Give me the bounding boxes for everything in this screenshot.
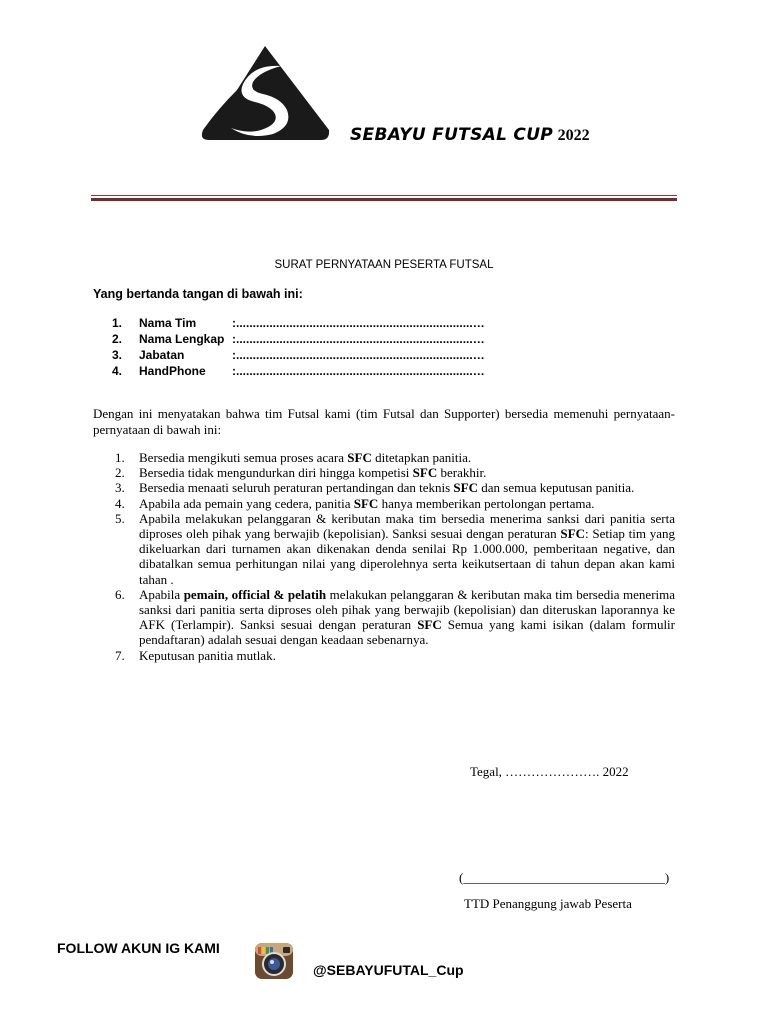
header-divider-thin (91, 195, 677, 196)
field-blank: :.......................................................................… (232, 332, 485, 346)
term-item (93, 587, 675, 648)
field-blank: :.......................................................................… (232, 348, 485, 362)
term-item (93, 450, 675, 465)
term-number: 3. (115, 480, 125, 496)
term-item (93, 480, 675, 495)
term-text: Apabila pemain, official & pelatih melakukan pelanggaran & keributan maka tim bersedia menerima sanksi dari panitia serta diproses oleh pihak yang berwajib (kepolisian) dan diteruskan laporannya ke AFK (Terlampir). Sanksi sesuai dengan peraturan SFC Semua yang kami isikan (dalam formulir pendaftaran) adalah sesuai dengan keadaan sebenarnya. (139, 586, 676, 648)
header-divider-thick (91, 198, 677, 201)
identity-fields (112, 315, 485, 379)
term-text: Apabila ada pemain yang cedera, panitia SFC hanya memberikan pertolongan pertama. (139, 495, 595, 511)
signature-line: (_______________________________) (459, 870, 670, 885)
term-item (93, 465, 675, 480)
term-text: Apabila melakukan pelanggaran & keributan maka tim bersedia menerima sanksi dari panitia serta diproses oleh pihak yang berwajib (kepolisian). Sanksi sesuai dengan peraturan SFC: Setiap tim yang dikeluarkan dari turnamen akan dikenakan denda senilai Rp 1.000.000, pemberitaan negative, dan dibatalkan semua perhitungan nilai yang diperolehnya serta keikutsertaan di tahun depan akan kami tahan . (139, 510, 675, 587)
brand-year: 2022 (557, 127, 590, 144)
follow-instagram-text: FOLLOW AKUN IG KAMI (57, 940, 220, 956)
field-blank: :.......................................................................… (232, 364, 485, 378)
field-label: Nama Tim (139, 316, 197, 330)
term-text: Bersedia mengikuti semua proses acara SFC ditetapkan panitia. (139, 450, 472, 465)
term-item (93, 511, 675, 587)
term-number: 7. (115, 647, 125, 663)
field-number: 2. (112, 332, 123, 346)
term-item (93, 496, 675, 511)
field-blank: :.......................................................................… (232, 316, 485, 330)
field-number: 3. (112, 348, 123, 362)
signature-label: TTD Penanggung jawab Peserta (464, 896, 632, 911)
term-text: Bersedia menaati seluruh peraturan pertandingan dan teknis SFC dan semua keputusan panitia. (139, 480, 635, 496)
field-row-position (112, 347, 485, 363)
date-line: Tegal, …………………. 2022 (470, 764, 629, 779)
term-number: 5. (115, 510, 125, 526)
instagram-camera-icon (254, 942, 294, 980)
term-text: Bersedia tidak mengundurkan diri hingga kompetisi SFC berakhir. (139, 465, 487, 481)
statement-paragraph: Dengan ini menyatakan bahwa tim Futsal kami (tim Futsal dan Supporter) bersedia memenuhi pernyataan-pernyataan di bawah ini: (93, 406, 675, 437)
document-title: SURAT PERNYATAAN PESERTA FUTSAL (274, 259, 494, 271)
field-label: Jabatan (139, 348, 185, 362)
brand-name: SEBAYU FUTSAL CUP (350, 125, 554, 145)
field-label: HandPhone (139, 364, 206, 378)
field-row-team-name (112, 315, 485, 331)
field-row-full-name (112, 331, 485, 347)
field-row-handphone (112, 363, 485, 379)
instagram-handle: @SEBAYUFUTAL_Cup (313, 962, 464, 978)
field-label: Nama Lengkap (139, 332, 225, 346)
term-number: 2. (115, 465, 125, 481)
field-number: 1. (112, 316, 123, 330)
term-number: 4. (115, 495, 125, 511)
sebayu-logo-icon (197, 44, 331, 142)
event-brand (350, 124, 590, 145)
term-text: Keputusan panitia mutlak. (139, 647, 276, 663)
term-item (93, 648, 675, 663)
term-number: 1. (115, 450, 125, 465)
field-number: 4. (112, 364, 123, 378)
term-number: 6. (115, 586, 125, 602)
terms-list (93, 450, 675, 663)
intro-text: Yang bertanda tangan di bawah ini: (93, 287, 303, 301)
